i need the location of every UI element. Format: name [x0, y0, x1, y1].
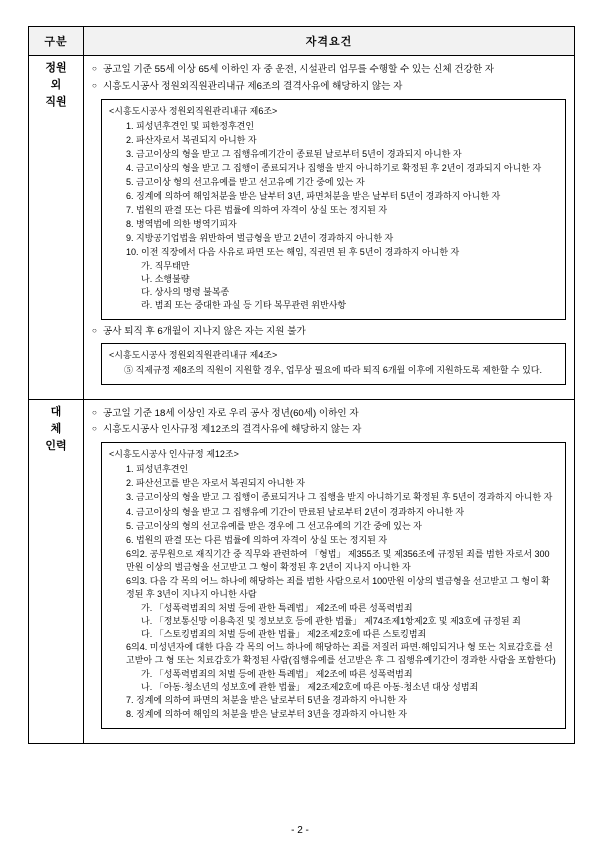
list-item: 나. 「아동·청소년의 성보호에 관한 법률」 제2조제2호에 따른 아동·청소년 대상 성범죄 [141, 682, 479, 693]
list-item: 다. 상사의 명령 불복종 [141, 287, 230, 298]
list-item: 4. 금고이상의 형을 받고 그 집행유예 기간이 만료된 날로부터 2년이 경과하지 아니한 자 [126, 506, 465, 517]
table-row [29, 56, 575, 400]
regulation-item-list [109, 463, 558, 600]
regulation-subitem-list [125, 602, 558, 641]
row-label-line: 정원 [45, 62, 67, 74]
list-item: 가. 「성폭력범죄의 처벌 등에 관한 특례법」 제2조에 따른 성폭력범죄 [141, 602, 413, 613]
regulation-title: <시흥도시공사 인사규정 제12조> [109, 449, 239, 460]
header-requirements: 자격요건 [84, 27, 575, 56]
row-label-line: 직원 [45, 96, 67, 109]
regulation-item-list-continued [109, 641, 558, 667]
regulation-clause: ⑤ 직제규정 제8조의 직원이 지원할 경우, 업무상 필요에 따라 퇴직 6개월 이후에 지원하도록 제한할 수 있다. [124, 365, 542, 376]
regulation-box-article12 [101, 442, 566, 729]
list-item: 2. 파산자로서 복권되지 아니한 자 [126, 134, 257, 145]
regulation-subitem-list [125, 260, 558, 312]
list-item: 9. 지방공기업법을 위반하여 벌금형을 받고 2년이 경과하지 아니한 자 [126, 233, 394, 244]
page-number: - 2 - [291, 825, 309, 836]
list-item: 6. 징계에 의하여 해임처분을 받은 날부터 3년, 파면처분을 받은 날부터 5년이 경과하지 아니한 자 [126, 191, 501, 202]
list-item: ○ 공고일 기준 55세 이상 65세 이하인 자 중 운전, 시설관리 업무를 수행할 수 있는 신체 건강한 자 [92, 63, 566, 77]
table-header-row [29, 27, 575, 56]
regulation-box-article4 [101, 343, 566, 384]
regulation-title: <시흥도시공사 정원외직원관리내규 제6조> [109, 105, 278, 116]
row-content-jeongwonoe [84, 56, 575, 400]
list-item: 다. 「스토킹범죄의 처벌 등에 관한 법률」 제2조제2호에 따른 스토킹범죄 [141, 628, 427, 639]
list-item: ○ 시흥도시공사 인사규정 제12조의 결격사유에 해당하지 않는 자 [92, 423, 566, 437]
qualification-table [28, 26, 575, 744]
list-item: 나. 「정보통신망 이용촉진 및 정보보호 등에 관한 법률」 제74조제1항제2호 및 제3호에 규정된 죄 [141, 615, 521, 626]
table-row [29, 399, 575, 744]
list-item [109, 364, 558, 377]
regulation-box-article6 [101, 99, 566, 320]
regulation-item-list-tail [109, 694, 558, 721]
list-item: 7. 징계에 의하여 파면의 처분을 받은 날로부터 5년을 경과하지 아니한 자 [126, 695, 407, 706]
list-item: 4. 금고이상의 형을 받고 그 집행이 종료되거나 집행을 받지 아니하기로 확정된 후 2년이 경과되지 아니한 자 [126, 163, 542, 173]
row-label-jeongwonoe [29, 56, 84, 400]
bullet-list [92, 407, 566, 438]
bullet-list [92, 63, 566, 94]
list-item: 나. 소행불량 [141, 274, 190, 285]
list-item: ○ 공고일 기준 18세 이상인 자로 우리 공사 정년(60세) 이하인 자 [92, 407, 566, 421]
regulation-item-list [109, 120, 558, 259]
row-content-daeche [84, 399, 575, 744]
header-gubun: 구분 [29, 27, 84, 56]
list-item: 1. 피성년후견인 [126, 464, 189, 475]
list-item: 가. 직무태만 [141, 261, 190, 272]
list-item: 6의2. 공무원으로 재직기간 중 직무와 관련하여 「형법」 제355조 및 제356조에 규정된 죄를 범한 자로서 300만원 이상의 벌금형을 선고받고 그 형이 확정된 후 2년이 지나지 아니한 자 [126, 548, 550, 572]
list-item: 6의3. 다음 각 목의 어느 하나에 해당하는 죄를 범한 사람으로서 100만원 이상의 벌금형을 선고받고 그 형이 확정된 후 3년이 지나지 아니한 사람 [126, 575, 550, 599]
list-item: 3. 금고이상의 형을 받고 그 집행유예기간이 종료된 날로부터 5년이 경과되지 아니한 자 [126, 148, 462, 159]
row-label-line: 외 [50, 79, 62, 92]
row-label-line: 대 [50, 405, 62, 418]
list-item: 2. 파산선고를 받은 자로서 복권되지 아니한 자 [126, 478, 306, 489]
list-item: 7. 법원의 판결 또는 다른 법률에 의하여 자격이 상실 또는 정지된 자 [126, 205, 388, 216]
list-item: ○ 공사 퇴직 후 6개월이 지나지 않은 자는 지원 불가 [92, 325, 566, 339]
row-label-line: 인력 [45, 439, 67, 452]
list-item: 6의4. 미성년자에 대한 다음 각 목의 어느 하나에 해당하는 죄를 저질러 파면·해임되거나 형 또는 치료감호를 선고받아 그 형 또는 치료감호가 확정된 사람(집행유예를 선고받은 후 그 집행유예기간이 경과한 사람을 포함한다) [126, 641, 556, 666]
row-label-line: 체 [50, 422, 62, 435]
list-item: ○ 시흥도시공사 정원외직원관리내규 제6조의 결격사유에 해당하지 않는 자 [92, 80, 566, 94]
list-item: 가. 「성폭력범죄의 처벌 등에 관한 특례법」 제2조에 따른 성폭력범죄 [141, 669, 413, 680]
list-item: 10. 이전 직장에서 다음 사유로 파면 또는 해임, 직권면 된 후 5년이 경과하지 아니한 자 [126, 247, 460, 258]
regulation-title: <시흥도시공사 정원외직원관리내규 제4조> [109, 350, 278, 361]
list-item: 라. 범죄 또는 중대한 과실 등 기타 복무관련 위반사항 [141, 300, 347, 311]
regulation-subitem-list-2 [125, 668, 558, 694]
list-item: 3. 금고이상의 형을 받고 그 집행이 종료되거나 그 집행을 받지 아니하기로 확정된 후 5년이 경과하지 아니한 자 [126, 492, 553, 503]
list-item: 1. 피성년후견인 및 피한정후견인 [126, 120, 255, 131]
bullet-list-secondary [92, 325, 566, 339]
list-item: 5. 금고이상 형의 선고유예를 받고 선고유예 기간 중에 있는 자 [126, 177, 365, 188]
row-label-daeche [29, 399, 84, 744]
list-item: 8. 병역법에 의한 병역기피자 [126, 219, 237, 230]
list-item: 6. 법원의 판결 또는 다른 법률에 의하여 자격이 상실 또는 정지된 자 [126, 534, 388, 545]
list-item: 5. 금고이상의 형의 선고유예를 받은 경우에 그 선고유예의 기간 중에 있는 자 [126, 520, 422, 531]
list-item: 8. 징계에 의하여 해임의 처분을 받은 날로부터 3년을 경과하지 아니한 자 [126, 709, 407, 720]
